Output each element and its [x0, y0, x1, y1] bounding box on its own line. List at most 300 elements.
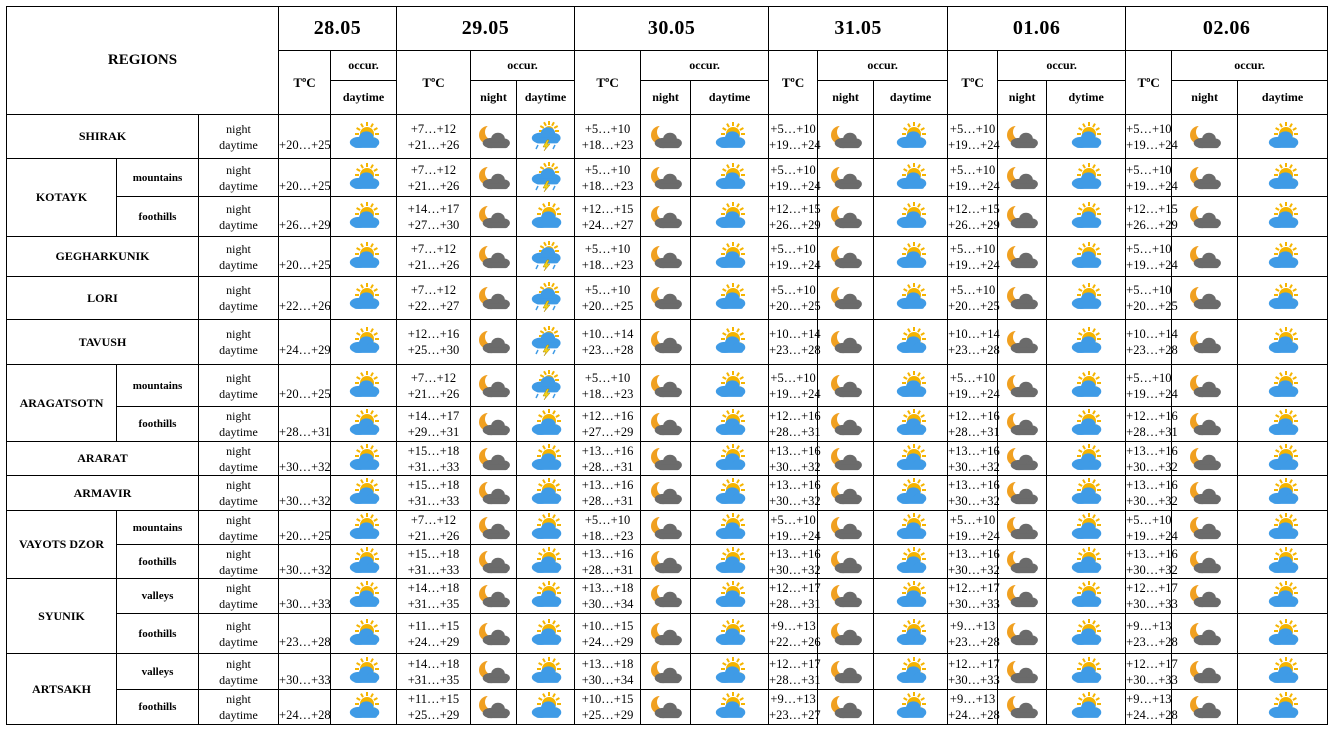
- daytime-label: daytime: [219, 386, 258, 401]
- weather-icon-cell: [517, 365, 575, 407]
- temperature-cell: [575, 197, 641, 237]
- weather-icon-cell: [641, 579, 691, 614]
- night-temp: [279, 618, 330, 634]
- night-label: night: [226, 581, 251, 595]
- weather-icon-cell: [998, 320, 1047, 365]
- weather-icon-cell: [691, 365, 769, 407]
- weather-icon-cell: [998, 442, 1047, 476]
- daytime-label: daytime: [219, 459, 258, 474]
- temperature-cell: [397, 545, 471, 579]
- day-temp: +19…+24: [948, 386, 1000, 401]
- night-temp: +12…+17: [769, 656, 821, 671]
- sun-cloud-icon: [1266, 693, 1300, 721]
- night-temp: +10…+14: [581, 327, 634, 341]
- moon-cloud-icon: [1188, 582, 1222, 610]
- temperature-cell: [279, 690, 331, 725]
- moon-cloud-icon: [829, 372, 863, 400]
- temperature-cell: [769, 579, 821, 614]
- weather-icon-cell: [1047, 511, 1126, 545]
- moon-cloud-icon: [1005, 203, 1039, 231]
- day-temp: +19…+24: [948, 137, 1000, 152]
- weather-icon-cell: [641, 614, 691, 654]
- temperature-cell: [279, 442, 331, 476]
- weather-icon-cell: [331, 511, 397, 545]
- sun-cloud-icon: [713, 479, 747, 507]
- day-temp: +20…+25: [279, 528, 331, 543]
- sun-cloud-icon: [1266, 410, 1300, 438]
- night-temp: +9…+13: [1126, 692, 1172, 706]
- moon-cloud-icon: [1005, 284, 1039, 312]
- day-temp: +30…+33: [1126, 672, 1178, 687]
- weather-icon-cell: [691, 654, 769, 690]
- sun-cloud-icon: [713, 164, 747, 192]
- night-temp: +5…+10: [949, 283, 996, 297]
- subregion-name: mountains: [117, 365, 199, 407]
- day-temp: +30…+32: [1126, 459, 1178, 474]
- weather-icon-cell: [874, 442, 948, 476]
- moon-cloud-icon: [1188, 243, 1222, 271]
- weather-icon-cell: [874, 159, 948, 197]
- moon-cloud-icon: [829, 164, 863, 192]
- weather-icon-cell: [517, 237, 575, 277]
- table-row: [7, 197, 1328, 237]
- weather-icon-cell: [517, 159, 575, 197]
- day-temp: +30…+34: [581, 672, 634, 687]
- temperature-cell: [1126, 197, 1178, 237]
- night-temp: +7…+12: [410, 370, 457, 385]
- day-temp: +26…+29: [769, 217, 821, 232]
- night-temp: +5…+10: [584, 283, 631, 297]
- night-label: night: [226, 478, 251, 492]
- moon-cloud-icon: [477, 582, 511, 610]
- temperature-cell: [769, 545, 821, 579]
- table-row: [7, 690, 1328, 725]
- sun-cloud-icon: [1069, 123, 1103, 151]
- sun-cloud-icon: [1069, 548, 1103, 576]
- sun-cloud-icon: [894, 620, 928, 648]
- weather-icon-cell: [517, 545, 575, 579]
- night-temp: +14…+17: [407, 201, 460, 216]
- sun-cloud-icon: [713, 372, 747, 400]
- sun-cloud-icon: [1266, 372, 1300, 400]
- weather-icon-cell: [1238, 579, 1328, 614]
- day-temp: +23…+28: [1126, 634, 1178, 649]
- weather-icon-cell: [1047, 654, 1126, 690]
- moon-cloud-icon: [1005, 372, 1039, 400]
- temperature-cell: [948, 614, 998, 654]
- weather-icon-cell: [818, 320, 874, 365]
- weather-icon-cell: [691, 277, 769, 320]
- day-temp: +30…+32: [769, 459, 821, 474]
- sun-cloud-icon: [713, 284, 747, 312]
- night-label: night: [226, 370, 251, 385]
- day-temp: +19…+24: [948, 528, 1000, 543]
- day-temp: +20…+25: [581, 299, 634, 313]
- temperature-cell: [1126, 320, 1178, 365]
- day-temp: +18…+23: [581, 178, 634, 193]
- sun-cloud-icon: [894, 410, 928, 438]
- weather-icon-cell: [998, 365, 1047, 407]
- occurrence-header: occur.: [641, 51, 769, 81]
- temperature-cell: [575, 654, 641, 690]
- sun-cloud-icon: [1266, 203, 1300, 231]
- temperature-cell: [397, 115, 471, 159]
- night-label: night: [226, 201, 251, 216]
- night-temp: +5…+10: [1126, 162, 1172, 177]
- weather-icon-cell: [331, 579, 397, 614]
- night-label: night: [226, 443, 251, 458]
- moon-cloud-icon: [829, 479, 863, 507]
- weather-icon-cell: [874, 511, 948, 545]
- weather-icon-cell: [691, 442, 769, 476]
- moon-cloud-icon: [829, 658, 863, 686]
- moon-cloud-icon: [649, 620, 683, 648]
- thunderstorm-icon: [529, 372, 563, 400]
- weather-icon-cell: [641, 277, 691, 320]
- weather-icon-cell: [874, 237, 948, 277]
- sun-cloud-icon: [1069, 658, 1103, 686]
- daytime-label: daytime: [219, 217, 258, 232]
- weather-icon-cell: [1047, 690, 1126, 725]
- weather-icon-cell: [1238, 614, 1328, 654]
- night-temp: +13…+16: [581, 546, 634, 561]
- temperature-cell: [397, 365, 471, 407]
- temp-header: TºC: [769, 51, 818, 115]
- temperature-cell: [575, 511, 641, 545]
- period-header: daytime: [691, 81, 769, 115]
- temperature-cell: [948, 690, 998, 725]
- weather-icon-cell: [998, 476, 1047, 511]
- sun-cloud-icon: [1266, 548, 1300, 576]
- temperature-cell: [769, 476, 821, 511]
- region-name: VAYOTS DZOR: [7, 511, 117, 579]
- weather-icon-cell: [331, 320, 397, 365]
- weather-icon-cell: [1047, 277, 1126, 320]
- daytime-label: daytime: [219, 672, 258, 687]
- occurrence-header: occur.: [998, 51, 1126, 81]
- sun-cloud-icon: [894, 123, 928, 151]
- weather-icon-cell: [517, 442, 575, 476]
- day-temp: +26…+29: [1126, 217, 1178, 232]
- moon-cloud-icon: [1188, 548, 1222, 576]
- moon-cloud-icon: [649, 203, 683, 231]
- sun-cloud-icon: [1069, 284, 1103, 312]
- weather-icon-cell: [1172, 476, 1238, 511]
- night-label: night: [226, 692, 251, 706]
- subregion-name: foothills: [117, 197, 199, 237]
- sun-cloud-icon: [1069, 514, 1103, 542]
- weather-icon-cell: [998, 654, 1047, 690]
- moon-cloud-icon: [829, 123, 863, 151]
- weather-icon-cell: [641, 197, 691, 237]
- period-labels: [199, 476, 279, 511]
- temperature-cell: [1126, 237, 1178, 277]
- region-name: TAVUSH: [7, 320, 199, 365]
- weather-icon-cell: [1047, 115, 1126, 159]
- sun-cloud-icon: [529, 548, 563, 576]
- sun-cloud-icon: [713, 445, 747, 473]
- sun-cloud-icon: [529, 203, 563, 231]
- night-temp: [279, 443, 330, 459]
- temperature-cell: [1126, 511, 1178, 545]
- weather-icon-cell: [818, 197, 874, 237]
- weather-icon-cell: [641, 545, 691, 579]
- moon-cloud-icon: [477, 548, 511, 576]
- weather-icon-cell: [471, 320, 517, 365]
- night-temp: +10…+14: [769, 327, 821, 341]
- temperature-cell: [397, 407, 471, 442]
- temperature-cell: [769, 442, 821, 476]
- weather-icon-cell: [1047, 365, 1126, 407]
- night-temp: +10…+14: [948, 327, 1000, 341]
- weather-icon-cell: [641, 159, 691, 197]
- period-header: night: [471, 81, 517, 115]
- temperature-cell: [279, 159, 331, 197]
- weather-icon-cell: [517, 277, 575, 320]
- sun-cloud-icon: [1266, 445, 1300, 473]
- temperature-cell: [948, 579, 998, 614]
- temperature-cell: [769, 320, 821, 365]
- day-temp: +31…+35: [407, 597, 460, 611]
- weather-icon-cell: [641, 442, 691, 476]
- weather-icon-cell: [998, 545, 1047, 579]
- daytime-label: daytime: [219, 343, 258, 357]
- region-name: SHIRAK: [7, 115, 199, 159]
- weather-icon-cell: [331, 690, 397, 725]
- moon-cloud-icon: [1188, 693, 1222, 721]
- night-temp: +11…+15: [407, 618, 460, 633]
- weather-icon-cell: [874, 365, 948, 407]
- temperature-cell: [279, 115, 331, 159]
- sun-cloud-icon: [894, 479, 928, 507]
- weather-icon-cell: [818, 654, 874, 690]
- temperature-cell: [948, 407, 998, 442]
- night-temp: +5…+10: [584, 162, 631, 177]
- temperature-cell: [1126, 654, 1178, 690]
- weather-icon-cell: [998, 237, 1047, 277]
- sun-cloud-icon: [713, 243, 747, 271]
- night-temp: +12…+17: [948, 581, 1000, 595]
- weather-icon-cell: [1047, 159, 1126, 197]
- weather-icon-cell: [1047, 407, 1126, 442]
- period-labels: [199, 511, 279, 545]
- weather-icon-cell: [874, 277, 948, 320]
- night-temp: [279, 408, 330, 424]
- temperature-cell: [397, 277, 471, 320]
- day-temp: +28…+31: [1126, 425, 1178, 439]
- weather-icon-cell: [1172, 407, 1238, 442]
- temperature-cell: [279, 654, 331, 690]
- temperature-cell: [948, 511, 998, 545]
- night-temp: +5…+10: [1126, 283, 1172, 297]
- night-label: night: [226, 241, 251, 256]
- sun-cloud-icon: [894, 582, 928, 610]
- sun-cloud-icon: [894, 284, 928, 312]
- day-temp: +26…+29: [948, 217, 1000, 232]
- night-temp: +10…+15: [581, 692, 634, 706]
- temp-header: TºC: [575, 51, 641, 115]
- weather-icon-cell: [1172, 365, 1238, 407]
- weather-icon-cell: [517, 654, 575, 690]
- weather-icon-cell: [517, 197, 575, 237]
- night-temp: +12…+16: [769, 409, 821, 423]
- weather-icon-cell: [874, 197, 948, 237]
- sun-cloud-icon: [713, 582, 747, 610]
- date-header: 30.05: [575, 7, 769, 51]
- weather-icon-cell: [471, 476, 517, 511]
- weather-icon-cell: [818, 407, 874, 442]
- night-temp: [279, 121, 330, 137]
- night-temp: +15…+18: [407, 478, 460, 492]
- sun-cloud-icon: [1069, 328, 1103, 356]
- day-temp: +31…+35: [407, 672, 460, 687]
- weather-icon-cell: [331, 442, 397, 476]
- night-temp: [279, 282, 330, 298]
- weather-icon-cell: [471, 442, 517, 476]
- night-temp: +7…+12: [410, 162, 457, 177]
- temperature-cell: [397, 237, 471, 277]
- night-temp: +5…+10: [1126, 121, 1172, 136]
- moon-cloud-icon: [477, 164, 511, 192]
- weather-icon-cell: [874, 690, 948, 725]
- sun-cloud-icon: [347, 479, 381, 507]
- sun-cloud-icon: [713, 328, 747, 356]
- temperature-cell: [948, 159, 998, 197]
- night-temp: +12…+17: [769, 581, 821, 595]
- table-row: [7, 511, 1328, 545]
- weather-icon-cell: [818, 614, 874, 654]
- weather-icon-cell: [998, 579, 1047, 614]
- period-header: daytime: [1238, 81, 1328, 115]
- weather-icon-cell: [641, 511, 691, 545]
- weather-icon-cell: [874, 614, 948, 654]
- moon-cloud-icon: [1005, 620, 1039, 648]
- weather-icon-cell: [691, 115, 769, 159]
- day-temp: +24…+29: [279, 343, 331, 357]
- temperature-cell: [279, 277, 331, 320]
- moon-cloud-icon: [1005, 164, 1039, 192]
- sun-cloud-icon: [1069, 164, 1103, 192]
- temperature-cell: [575, 579, 641, 614]
- sun-cloud-icon: [347, 658, 381, 686]
- night-temp: +12…+16: [581, 409, 634, 423]
- moon-cloud-icon: [477, 284, 511, 312]
- night-temp: +5…+10: [949, 370, 996, 385]
- moon-cloud-icon: [1005, 479, 1039, 507]
- period-labels: [199, 197, 279, 237]
- weather-icon-cell: [818, 159, 874, 197]
- day-temp: +25…+30: [407, 343, 460, 357]
- weather-icon-cell: [691, 579, 769, 614]
- date-header: 31.05: [769, 7, 948, 51]
- date-header-row: [7, 7, 1328, 51]
- moon-cloud-icon: [1005, 582, 1039, 610]
- day-temp: +24…+29: [407, 634, 460, 649]
- night-temp: +7…+12: [410, 512, 457, 527]
- sun-cloud-icon: [713, 410, 747, 438]
- moon-cloud-icon: [477, 445, 511, 473]
- table-row: [7, 237, 1328, 277]
- weather-icon-cell: [874, 115, 948, 159]
- weather-icon-cell: [331, 277, 397, 320]
- day-temp: +28…+31: [581, 494, 634, 508]
- night-temp: +12…+17: [1126, 656, 1178, 671]
- sun-cloud-icon: [713, 620, 747, 648]
- day-temp: +19…+24: [1126, 386, 1178, 401]
- night-label: night: [226, 283, 251, 297]
- subregion-name: mountains: [117, 511, 199, 545]
- temperature-cell: [575, 545, 641, 579]
- weather-icon-cell: [1172, 579, 1238, 614]
- temperature-cell: [948, 654, 998, 690]
- day-temp: +21…+26: [407, 257, 460, 272]
- moon-cloud-icon: [477, 203, 511, 231]
- temperature-cell: [769, 237, 821, 277]
- day-temp: +29…+31: [407, 425, 460, 439]
- temperature-cell: [397, 442, 471, 476]
- period-labels: [199, 237, 279, 277]
- moon-cloud-icon: [829, 203, 863, 231]
- moon-cloud-icon: [649, 548, 683, 576]
- night-temp: +12…+15: [948, 201, 1000, 216]
- sun-cloud-icon: [1266, 123, 1300, 151]
- day-temp: +30…+32: [948, 494, 1000, 508]
- day-temp: +31…+33: [407, 459, 460, 474]
- sun-cloud-icon: [1266, 284, 1300, 312]
- temperature-cell: [769, 277, 821, 320]
- weather-icon-cell: [517, 476, 575, 511]
- night-label: night: [226, 121, 251, 136]
- daytime-label: daytime: [219, 257, 258, 272]
- temperature-cell: [279, 407, 331, 442]
- day-temp: +30…+32: [769, 562, 821, 577]
- temperature-cell: [575, 277, 641, 320]
- night-temp: +12…+17: [948, 656, 1000, 671]
- temperature-cell: [1126, 442, 1178, 476]
- weather-icon-cell: [1047, 545, 1126, 579]
- moon-cloud-icon: [1188, 372, 1222, 400]
- weather-icon-cell: [517, 579, 575, 614]
- weather-icon-cell: [1047, 614, 1126, 654]
- day-temp: +19…+24: [948, 178, 1000, 193]
- night-temp: +13…+16: [948, 546, 1000, 561]
- weather-icon-cell: [691, 614, 769, 654]
- moon-cloud-icon: [1188, 479, 1222, 507]
- weather-icon-cell: [1238, 511, 1328, 545]
- moon-cloud-icon: [1188, 123, 1222, 151]
- weather-icon-cell: [1172, 115, 1238, 159]
- weather-icon-cell: [1238, 654, 1328, 690]
- day-temp: +30…+33: [948, 597, 1000, 611]
- temperature-cell: [575, 476, 641, 511]
- night-temp: +13…+16: [769, 478, 821, 492]
- weather-icon-cell: [691, 476, 769, 511]
- day-temp: +23…+28: [279, 634, 331, 649]
- table-row: [7, 407, 1328, 442]
- moon-cloud-icon: [477, 372, 511, 400]
- occurrence-header: occur.: [331, 51, 397, 81]
- day-temp: +20…+25: [279, 386, 331, 401]
- day-temp: +30…+33: [279, 597, 331, 611]
- night-temp: +10…+14: [1126, 327, 1178, 341]
- weather-icon-cell: [1238, 690, 1328, 725]
- day-temp: +19…+24: [769, 178, 821, 193]
- moon-cloud-icon: [1005, 445, 1039, 473]
- day-temp: +28…+31: [769, 597, 821, 611]
- weather-icon-cell: [1172, 545, 1238, 579]
- daytime-label: daytime: [219, 562, 258, 577]
- weather-icon-cell: [1047, 320, 1126, 365]
